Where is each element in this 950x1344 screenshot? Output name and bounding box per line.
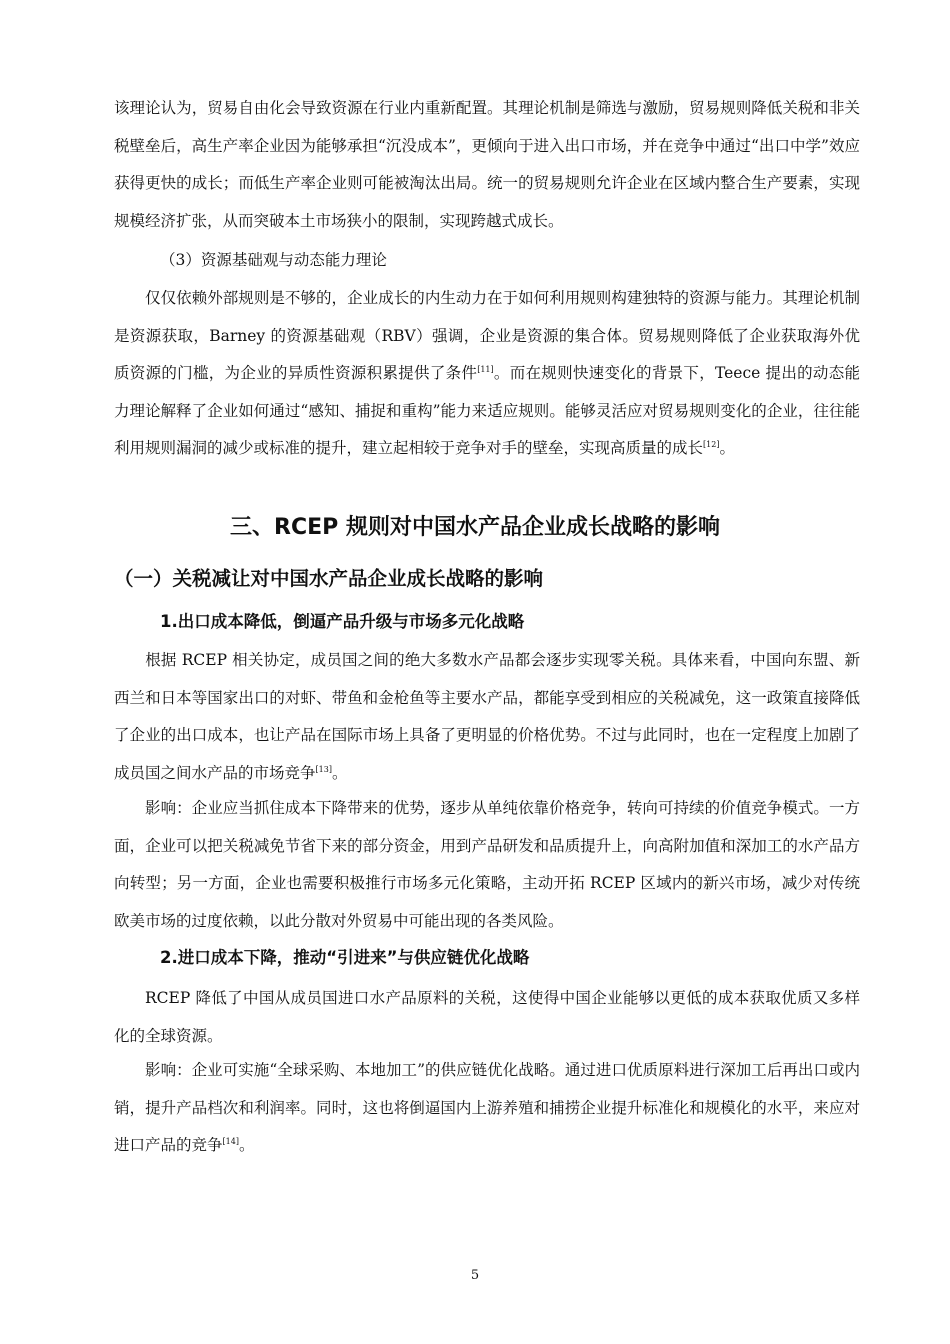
paragraph-text: 。 — [331, 763, 348, 782]
paragraph-text: 。而在规则快速变化的背景下，Teece 提出的动态能力理论解释了企业如何通过“感知、捕捉和重构”能力来适应规则。能够灵活应对贸易规则变化的企业，往往能利用规则漏洞的减少或标准的提升，建立起相较于竞争对手的壁垒，实现高质量的成长 — [114, 364, 860, 457]
subsection-heading-1: （一）关税减让对中国水产品企业成长战略的影响 — [114, 567, 544, 590]
paragraph-trade-liberalization — [114, 90, 860, 240]
citation-ref: [12] — [703, 440, 720, 449]
paragraph-text: 该理论认为，贸易自由化会导致资源在行业内重新配置。其理论机制是筛选与激励，贸易规则降低关税和非关税壁垒后，高生产率企业因为能够承担“沉没成本”，更倾向于进入出口市场，并在竞争中通过“出口中学”效应获得更快的成长；而低生产率企业则可能被淘汰出局。统一的贸易规则允许企业在区域内整合生产要素，实现规模经济扩张，从而突破本土市场狭小的限制，实现跨越式成长。 — [114, 99, 860, 230]
paragraph-text: RCEP 降低了中国从成员国进口水产品原料的关税，这使得中国企业能够以更低的成本获取优质又多样化的全球资源。 — [114, 989, 860, 1045]
paragraph-text: 影响：企业可实施“全球采购、本地加工”的供应链优化战略。通过进口优质原料进行深加工后再出口或内销，提升产品档次和利润率。同时，这也将倒逼国内上游养殖和捕捞企业提升标准化和规模化的水平，来应对进口产品的竞争 — [114, 1061, 860, 1154]
paragraph-text: 根据 RCEP 相关协定，成员国之间的绝大多数水产品都会逐步实现零关税。具体来看，中国向东盟、新西兰和日本等国家出口的对虾、带鱼和金枪鱼等主要水产品，都能享受到相应的关税减免，这一政策直接降低了企业的出口成本，也让产品在国际市场上具备了更明显的价格优势。不过与此同时，也在一定程度上加剧了成员国之间水产品的市场竞争 — [114, 651, 860, 782]
item-heading-1: 1.出口成本降低，倒逼产品升级与市场多元化战略 — [160, 612, 525, 631]
paragraph-import-cost — [114, 980, 860, 1055]
citation-ref: [14] — [222, 1137, 239, 1146]
subsection-heading-rbv: （3）资源基础观与动态能力理论 — [160, 251, 387, 269]
paragraph-text: 。 — [238, 1136, 255, 1154]
paragraph-impact-import — [114, 1052, 860, 1165]
citation-ref: [13] — [315, 764, 332, 774]
paragraph-impact-export — [114, 790, 860, 940]
paragraph-tariff-export — [114, 642, 860, 792]
section-heading-3: 三、RCEP 规则对中国水产品企业成长战略的影响 — [230, 515, 720, 540]
page-number: 5 — [470, 1268, 480, 1283]
item-heading-2: 2.进口成本下降，推动“引进来”与供应链优化战略 — [160, 948, 530, 967]
paragraph-text: 影响：企业应当抓住成本下降带来的优势，逐步从单纯依靠价格竞争，转向可持续的价值竞争模式。一方面，企业可以把关税减免节省下来的部分资金，用到产品研发和品质提升上，向高附加值和深加工的水产品方向转型；另一方面，企业也需要积极推行市场多元化策略，主动开拓 RCEP 区域内的新兴市场，减少对传统欧美市场的过度依赖，以此分散对外贸易中可能出现的各类风险。 — [114, 799, 860, 930]
paragraph-text: 仅仅依赖外部规则是不够的，企业成长的内生动力在于如何利用规则构建独特的资源与能力。其理论机制是资源获取，Barney 的资源基础观（RBV）强调，企业是资源的集合体。贸易规则降低了企业获取海外优质资源的门槛，为企业的异质性资源积累提供了条件 — [114, 289, 860, 382]
paragraph-rbv-dynamic-capability — [114, 280, 860, 468]
paragraph-text: 。 — [719, 439, 735, 457]
citation-ref: [11] — [477, 365, 494, 374]
